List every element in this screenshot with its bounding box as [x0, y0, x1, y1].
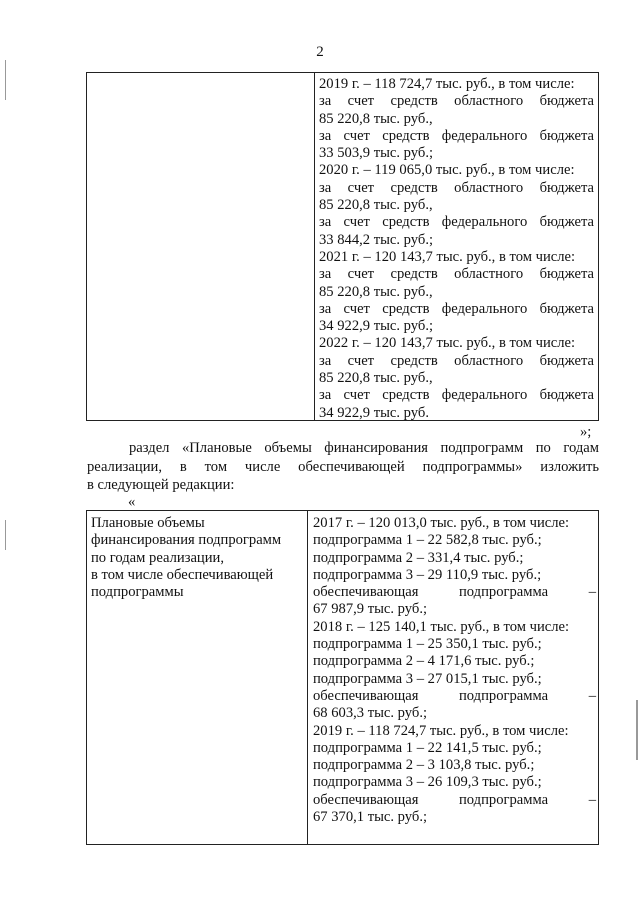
text-line	[319, 353, 594, 370]
word: средств	[390, 179, 438, 196]
text-line: подпрограмма 2 – 331,4 тыс. руб.;	[313, 549, 524, 566]
text-line	[313, 792, 596, 809]
closing-quote: »;	[580, 424, 592, 440]
scan-artifact	[5, 60, 6, 100]
title-line: подпрограммы	[91, 584, 184, 601]
word: бюджета	[539, 352, 594, 369]
amendment-paragraph	[87, 439, 599, 495]
text-line: 2017 г. – 120 013,0 тыс. руб., в том числе:	[313, 515, 570, 531]
funding-table-continued	[86, 72, 599, 421]
word: –	[588, 687, 596, 704]
word: счет	[347, 352, 375, 369]
word: средств	[382, 387, 430, 404]
text-line: подпрограмма 3 – 27 015,1 тыс. руб.;	[313, 670, 542, 687]
word: бюджета	[539, 93, 594, 110]
word: –	[588, 584, 596, 601]
text-line: 67 987,9 тыс. руб.;	[313, 601, 428, 618]
text-line: 85 220,8 тыс. руб.,	[319, 370, 433, 387]
word: обеспечивающая	[313, 791, 419, 808]
word: счет	[347, 179, 375, 196]
word: за	[319, 214, 332, 231]
word: подпрограмма	[459, 791, 549, 808]
word: реализации,	[87, 458, 162, 475]
text-line: подпрограмма 1 – 22 141,5 тыс. руб.;	[313, 739, 542, 756]
text-line: 2018 г. – 125 140,1 тыс. руб., в том числе:	[313, 618, 570, 635]
page-number: 2	[316, 44, 324, 60]
funding-values-cell	[319, 76, 594, 422]
word: федерального	[441, 300, 528, 317]
text-line: подпрограмма 2 – 3 103,8 тыс. руб.;	[313, 757, 535, 774]
text-line: подпрограмма 1 – 22 582,8 тыс. руб.;	[313, 532, 542, 549]
word: подпрограмма	[459, 584, 549, 601]
word: изложить	[540, 458, 599, 475]
word: счет	[343, 214, 370, 231]
column-divider	[314, 73, 315, 420]
paragraph-line: в следующей редакции:	[87, 477, 235, 493]
text-line	[319, 214, 594, 231]
text-line: 85 220,8 тыс. руб.,	[319, 110, 433, 127]
subprogram-funding-table	[86, 510, 599, 845]
text-line: 33 503,9 тыс. руб.;	[319, 145, 434, 162]
word: подпрограммы»	[422, 458, 523, 475]
title-line: в том числе обеспечивающей	[91, 566, 274, 583]
word: федерального	[441, 214, 528, 231]
text-line: 33 844,2 тыс. руб.;	[319, 231, 434, 248]
title-line: по годам реализации,	[91, 549, 225, 566]
subprogram-values-cell	[313, 515, 596, 826]
word: объемы	[264, 440, 312, 456]
text-line: 2022 г. – 120 143,7 тыс. руб., в том числе:	[319, 335, 576, 352]
text-line: 2019 г. – 118 724,7 тыс. руб., в том числе:	[313, 722, 569, 739]
text-line: 2020 г. – 119 065,0 тыс. руб., в том числе:	[319, 162, 575, 179]
word: бюджета	[539, 266, 594, 283]
word: средств	[382, 214, 430, 231]
word: обеспечивающая	[313, 687, 419, 704]
word: подпрограмм	[440, 440, 524, 456]
text-line: подпрограмма 3 – 26 109,3 тыс. руб.;	[313, 774, 542, 791]
opening-quote: «	[128, 494, 136, 510]
paragraph-line	[87, 439, 599, 458]
word: счет	[347, 93, 375, 110]
word: «Плановые	[181, 440, 252, 456]
word: в	[179, 458, 187, 475]
text-line: подпрограмма 3 – 29 110,9 тыс. руб.;	[313, 566, 542, 583]
text-line: 2019 г. – 118 724,7 тыс. руб., в том числе:	[319, 76, 575, 92]
text-line	[319, 128, 594, 145]
paragraph-line	[87, 458, 599, 477]
text-line: 2021 г. – 120 143,7 тыс. руб., в том числе:	[319, 248, 576, 265]
word: федерального	[441, 127, 528, 144]
scan-artifact	[5, 520, 6, 550]
text-line: 85 220,8 тыс. руб.,	[319, 197, 433, 214]
text-line	[319, 93, 594, 110]
word: обеспечивающей	[298, 458, 405, 475]
word: бюджета	[539, 179, 594, 196]
word: федерального	[441, 387, 528, 404]
word: за	[319, 352, 332, 369]
text-line: 34 922,9 тыс. руб.;	[319, 318, 434, 335]
word: числе	[244, 458, 281, 475]
text-line: 34 922,9 тыс. руб.	[319, 404, 429, 421]
text-line	[313, 584, 596, 601]
word: счет	[347, 266, 375, 283]
word: средств	[382, 300, 430, 317]
word: бюджета	[539, 300, 594, 317]
word: средств	[390, 352, 438, 369]
word: бюджета	[539, 387, 594, 404]
word: за	[319, 266, 332, 283]
word: за	[319, 387, 332, 404]
word: раздел	[129, 440, 170, 456]
word: бюджета	[539, 127, 594, 144]
word: средств	[390, 266, 438, 283]
scan-artifact	[636, 700, 638, 760]
word: за	[319, 93, 332, 110]
column-divider	[307, 511, 308, 844]
word: за	[319, 300, 332, 317]
word: годам	[563, 440, 599, 456]
text-line	[319, 180, 594, 197]
word: счет	[343, 300, 370, 317]
text-line: подпрограмма 2 – 4 171,6 тыс. руб.;	[313, 653, 535, 670]
word: средств	[390, 93, 438, 110]
word: –	[588, 791, 596, 808]
text-line	[319, 266, 594, 283]
text-line	[319, 301, 594, 318]
word: том	[204, 458, 228, 475]
word: областного	[454, 179, 524, 196]
text-line: подпрограмма 1 – 25 350,1 тыс. руб.;	[313, 636, 542, 653]
section-title-cell	[91, 515, 303, 601]
text-line: 68 603,3 тыс. руб.;	[313, 705, 428, 722]
word: средств	[382, 127, 430, 144]
word: областного	[454, 352, 524, 369]
word: бюджета	[539, 214, 594, 231]
word: счет	[343, 127, 370, 144]
text-line: 85 220,8 тыс. руб.,	[319, 283, 433, 300]
word: подпрограмма	[459, 687, 549, 704]
text-line	[319, 387, 594, 404]
word: за	[319, 179, 332, 196]
text-line: 67 370,1 тыс. руб.;	[313, 809, 428, 826]
word: по	[535, 440, 551, 456]
title-line: финансирования подпрограмм	[91, 532, 282, 549]
word: областного	[454, 93, 524, 110]
word: областного	[454, 266, 524, 283]
word: обеспечивающая	[313, 584, 419, 601]
word: за	[319, 127, 332, 144]
word: счет	[343, 387, 370, 404]
text-line	[313, 688, 596, 705]
word: финансирования	[324, 440, 429, 456]
title-line: Плановые объемы	[91, 515, 205, 531]
